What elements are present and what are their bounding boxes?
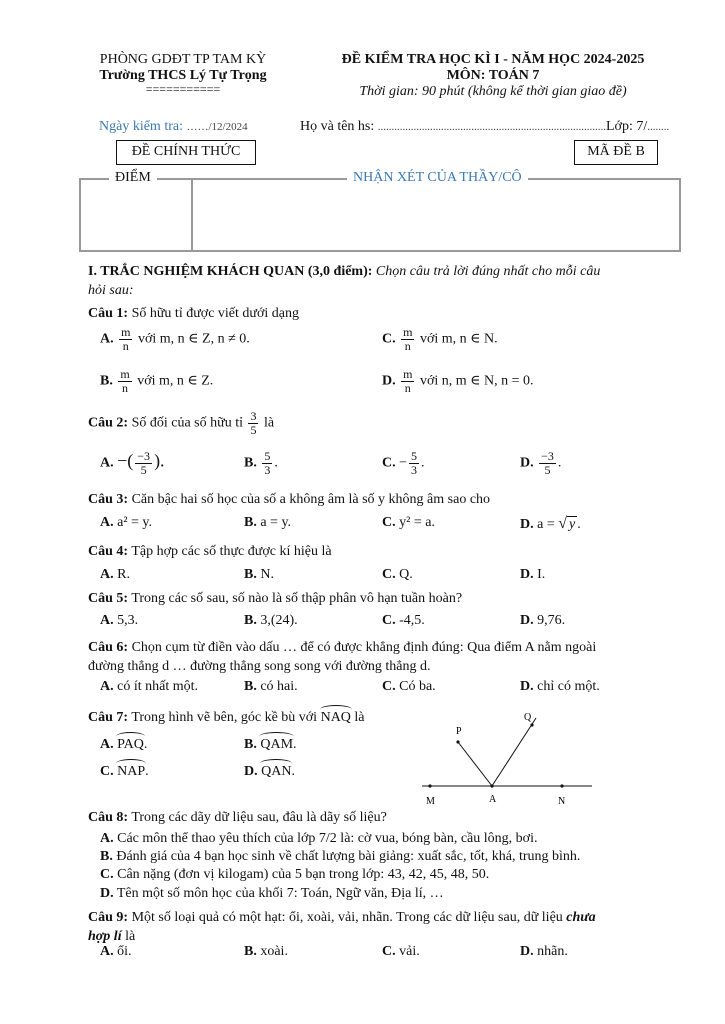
q6-option-a[interactable] xyxy=(100,679,198,695)
point-q xyxy=(530,723,533,726)
option-text: I. xyxy=(537,567,546,582)
name-field[interactable]: ................................................................................... xyxy=(377,121,607,133)
option-text: vải. xyxy=(399,944,420,959)
question-label: Câu 8: xyxy=(88,810,129,825)
label-p: P xyxy=(456,726,462,737)
point-a xyxy=(490,784,493,787)
question-7 xyxy=(88,710,365,726)
q1-option-d[interactable] xyxy=(382,368,534,395)
q6-option-c[interactable] xyxy=(382,679,436,695)
option-suffix: . xyxy=(421,455,425,471)
option-letter: D. xyxy=(244,764,258,779)
option-text: 5,3. xyxy=(117,613,139,628)
official-exam-box: ĐỀ CHÍNH THỨC xyxy=(116,140,256,165)
q5-option-d[interactable] xyxy=(520,613,565,629)
fraction: $\frac{3}{5}$ xyxy=(250,409,257,437)
q8-option-a[interactable] xyxy=(100,831,537,847)
option-text: chỉ có một. xyxy=(537,679,600,694)
ray-aq xyxy=(492,718,536,786)
score-label: ĐIỂM xyxy=(109,170,157,186)
option-letter: A. xyxy=(100,737,114,752)
q7-option-d[interactable]: D. QAN. xyxy=(244,764,295,779)
option-suffix: . xyxy=(274,455,278,471)
option-letter: B. xyxy=(244,455,257,471)
department-name: PHÒNG GDĐT TP TAM KỲ xyxy=(99,52,267,67)
option-letter: C. xyxy=(382,613,396,628)
question-label: Câu 4: xyxy=(88,544,129,559)
exam-time: Thời gian: 90 phút (không kể thời gian giao đề) xyxy=(359,84,627,99)
q9-option-b[interactable] xyxy=(244,944,288,960)
option-text: -4,5. xyxy=(399,613,425,628)
label-q: Q xyxy=(524,712,532,723)
option-letter: C. xyxy=(382,944,396,959)
option-letter: D. xyxy=(520,679,534,694)
question-label: Câu 6: xyxy=(88,640,129,655)
q6-option-d[interactable] xyxy=(520,679,600,695)
fraction: $\frac{m}{n}$ xyxy=(121,325,131,353)
point-n xyxy=(560,784,563,787)
q6-option-b[interactable] xyxy=(244,679,298,695)
question-text: Tập hợp các số thực được kí hiệu là xyxy=(131,544,332,559)
option-letter: A. xyxy=(100,831,114,846)
option-letter: A. xyxy=(100,455,114,471)
q2-option-c[interactable] xyxy=(382,450,425,477)
q7-option-a[interactable]: A. PAQ. xyxy=(100,737,148,752)
question-label: Câu 5: xyxy=(88,591,129,606)
question-text-end: là xyxy=(263,415,275,431)
option-text: với m, n ∈ Z, n ≠ 0. xyxy=(137,331,250,347)
angle-nqa: NAQ xyxy=(320,710,351,725)
q4-option-a[interactable] xyxy=(100,567,130,583)
option-letter: A. xyxy=(100,613,114,628)
option-text: a² = y. xyxy=(117,515,153,530)
date-value[interactable]: ……/12/2024 xyxy=(186,121,248,133)
question-text: Căn bậc hai số học của số a không âm là số y không âm sao cho xyxy=(131,492,491,507)
question-text-cont: đường thẳng d … đường thẳng song song với đường thẳng d. xyxy=(88,659,431,674)
option-letter: D. xyxy=(382,373,396,389)
comment-area[interactable] xyxy=(195,188,675,248)
point-m xyxy=(428,784,431,787)
fraction: $\frac{5}{3}$ xyxy=(264,449,271,477)
option-text: N. xyxy=(260,567,274,582)
option-letter: D. xyxy=(520,613,534,628)
option-letter: D. xyxy=(520,517,534,532)
angle-figure xyxy=(412,706,602,810)
question-9 xyxy=(88,908,678,946)
question-1 xyxy=(88,306,299,322)
option-suffix: ). xyxy=(154,450,165,471)
fraction: $\frac{m}{n}$ xyxy=(403,367,413,395)
option-letter: A. xyxy=(100,331,114,347)
fraction: $\frac{m}{n}$ xyxy=(403,325,413,353)
option-text: Đánh giá của 4 bạn học sinh về chất lượng bài giảng: xuất sắc, tốt, khá, trung bình. xyxy=(116,849,581,864)
option-letter: B. xyxy=(244,515,257,530)
question-text-end: là xyxy=(354,710,365,725)
q8-option-d[interactable] xyxy=(100,886,444,902)
sqrt-icon: √ xyxy=(558,515,568,532)
option-letter: C. xyxy=(382,567,396,582)
option-text: có ít nhất một. xyxy=(117,679,199,694)
name-line xyxy=(300,119,606,135)
q4-option-c[interactable] xyxy=(382,567,413,583)
exam-code-box: MÃ ĐỀ B xyxy=(574,140,658,165)
option-angle: QAM xyxy=(260,737,294,752)
option-suffix: . xyxy=(557,455,562,471)
q8-option-c[interactable] xyxy=(100,867,489,883)
option-letter: A. xyxy=(100,515,114,530)
option-letter: B. xyxy=(244,567,257,582)
label-a: A xyxy=(489,794,497,805)
question-text: Trong hình vẽ bên, góc kề bù với xyxy=(131,710,318,725)
option-letter: B. xyxy=(100,849,113,864)
question-text-end: là xyxy=(125,929,136,944)
option-angle: QAN xyxy=(261,764,292,779)
option-text: Các môn thể thao yêu thích của lớp 7/2 là: cờ vua, bóng bàn, cầu lông, bơi. xyxy=(117,831,538,846)
question-6 xyxy=(88,638,668,676)
option-text: 9,76. xyxy=(537,613,566,628)
option-text: R. xyxy=(117,567,130,582)
option-letter: B. xyxy=(244,737,257,752)
question-text: Số hữu tỉ được viết dưới dạng xyxy=(131,306,300,321)
option-text: với n, m ∈ N, n = 0. xyxy=(419,373,534,389)
info-line xyxy=(99,119,248,135)
option-text: xoài. xyxy=(260,944,288,959)
radicand: y xyxy=(569,517,576,532)
option-letter: A. xyxy=(100,679,114,694)
school-underline: =========== xyxy=(145,82,221,96)
option-angle: NAP xyxy=(117,764,146,779)
option-text: a = y. xyxy=(260,515,292,530)
question-2 xyxy=(88,410,274,437)
q1-option-a[interactable] xyxy=(100,326,250,353)
option-letter: B. xyxy=(100,373,113,389)
option-letter: A. xyxy=(100,567,114,582)
question-emphasis-cont: hợp lí xyxy=(88,929,122,944)
option-letter: C. xyxy=(382,515,396,530)
q4-option-b[interactable] xyxy=(244,567,274,583)
comment-label: NHẬN XÉT CỦA THẦY/CÔ xyxy=(347,170,528,186)
label-m: M xyxy=(426,796,435,807)
header-left xyxy=(78,52,288,94)
question-label: Câu 9: xyxy=(88,910,129,925)
class-field[interactable]: ........ xyxy=(647,121,670,133)
score-area[interactable] xyxy=(83,188,187,248)
section-1-heading xyxy=(88,262,668,300)
question-text: Trong các số sau, số nào là số thập phân vô hạn tuần hoàn? xyxy=(131,591,463,606)
class-line xyxy=(606,119,669,135)
option-text: Cân nặng (đơn vị kilogam) của 5 bạn trong lớp: 43, 42, 45, 48, 50. xyxy=(117,867,490,882)
q7-option-b[interactable]: B. QAM. xyxy=(244,737,297,752)
question-text: Số đối của số hữu tỉ xyxy=(131,415,243,431)
option-text: nhãn. xyxy=(537,944,568,959)
option-text: Có ba. xyxy=(399,679,436,694)
option-letter: D. xyxy=(520,455,534,471)
class-label: Lớp: 7/ xyxy=(606,119,648,134)
option-letter: B. xyxy=(244,679,257,694)
option-prefix: − xyxy=(399,455,408,471)
question-text: Một số loại quả có một hạt: ổi, xoài, vải, nhãn. Trong các dữ liệu sau, dữ liệu xyxy=(131,910,563,925)
option-text: ổi. xyxy=(117,944,132,959)
q5-option-c[interactable] xyxy=(382,613,425,629)
header-right xyxy=(318,52,668,100)
school-name: Trường THCS Lý Tự Trọng xyxy=(99,68,267,83)
q8-option-b[interactable] xyxy=(100,849,580,865)
question-4 xyxy=(88,544,332,560)
label-n: N xyxy=(558,796,566,807)
fraction: $\frac{-3}{5}$ xyxy=(137,449,151,477)
q9-option-c[interactable] xyxy=(382,944,420,960)
q2-option-a[interactable] xyxy=(100,450,165,477)
question-5 xyxy=(88,591,462,607)
option-text: với m, n ∈ N. xyxy=(419,331,498,347)
option-angle: PAQ xyxy=(117,737,144,752)
option-letter: D. xyxy=(520,567,534,582)
fraction: $\frac{m}{n}$ xyxy=(120,367,130,395)
q7-option-c[interactable]: C. NAP. xyxy=(100,764,149,779)
score-divider xyxy=(191,178,193,252)
option-text: có hai. xyxy=(260,679,298,694)
question-emphasis: chưa xyxy=(566,910,596,925)
option-text: Tên một số môn học của khối 7: Toán, Ngữ văn, Địa lí, … xyxy=(116,886,444,901)
q3-option-a[interactable] xyxy=(100,515,152,531)
ray-ap xyxy=(458,742,492,786)
name-label: Họ và tên hs: xyxy=(300,119,378,134)
question-text: Chọn cụm từ điền vào dấu … để có được khẳng định đúng: Qua điểm A nằm ngoài xyxy=(131,640,597,655)
q4-option-d[interactable] xyxy=(520,567,545,583)
q2-option-b[interactable] xyxy=(244,450,278,477)
section-1-instruction: Chọn câu trả lời đúng nhất cho mỗi câu xyxy=(375,264,601,279)
option-letter: D. xyxy=(100,886,114,901)
section-1-title: I. TRẮC NGHIỆM KHÁCH QUAN (3,0 điểm): xyxy=(88,264,373,279)
q5-option-b[interactable] xyxy=(244,613,298,629)
question-3 xyxy=(88,492,490,508)
q3-option-d[interactable] xyxy=(520,515,581,533)
option-letter: C. xyxy=(382,331,396,347)
option-letter: C. xyxy=(100,867,114,882)
option-letter: C. xyxy=(100,764,114,779)
option-letter: C. xyxy=(382,679,396,694)
question-text: Trong các dãy dữ liệu sau, đâu là dãy số liệu? xyxy=(131,810,387,825)
score-comment-box xyxy=(79,170,681,252)
exam-title: ĐỀ KIỂM TRA HỌC KÌ I - NĂM HỌC 2024-2025 xyxy=(341,52,645,67)
question-label: Câu 7: xyxy=(88,710,129,725)
q5-option-a[interactable] xyxy=(100,613,138,629)
q9-option-d[interactable] xyxy=(520,944,568,960)
fraction: $\frac{5}{3}$ xyxy=(411,449,418,477)
option-text: y² = a. xyxy=(399,515,435,530)
question-8 xyxy=(88,810,387,826)
option-letter: A. xyxy=(100,944,114,959)
q1-option-b[interactable] xyxy=(100,368,213,395)
subject-title: MÔN: TOÁN 7 xyxy=(446,68,540,83)
option-text: 3,(24). xyxy=(260,613,298,628)
option-letter: D. xyxy=(520,944,534,959)
option-letter: B. xyxy=(244,944,257,959)
option-letter: B. xyxy=(244,613,257,628)
q2-option-d[interactable] xyxy=(520,450,561,477)
fraction: $\frac{-3}{5}$ xyxy=(541,449,554,477)
section-1-instruction-cont: hỏi sau: xyxy=(88,283,134,298)
option-text: với m, n ∈ Z. xyxy=(137,373,214,389)
question-label: Câu 2: xyxy=(88,415,129,431)
option-letter: C. xyxy=(382,455,396,471)
option-text: Q. xyxy=(399,567,413,582)
date-label: Ngày kiểm tra: xyxy=(99,119,187,134)
option-suffix: . xyxy=(577,517,581,532)
q3-option-b[interactable] xyxy=(244,515,291,531)
question-label: Câu 1: xyxy=(88,306,129,321)
point-p xyxy=(456,740,459,743)
option-prefix: a = xyxy=(537,517,559,532)
option-prefix: −( xyxy=(117,450,134,471)
q9-option-a[interactable] xyxy=(100,944,132,960)
question-label: Câu 3: xyxy=(88,492,129,507)
q3-option-c[interactable] xyxy=(382,515,435,531)
q1-option-c[interactable] xyxy=(382,326,498,353)
